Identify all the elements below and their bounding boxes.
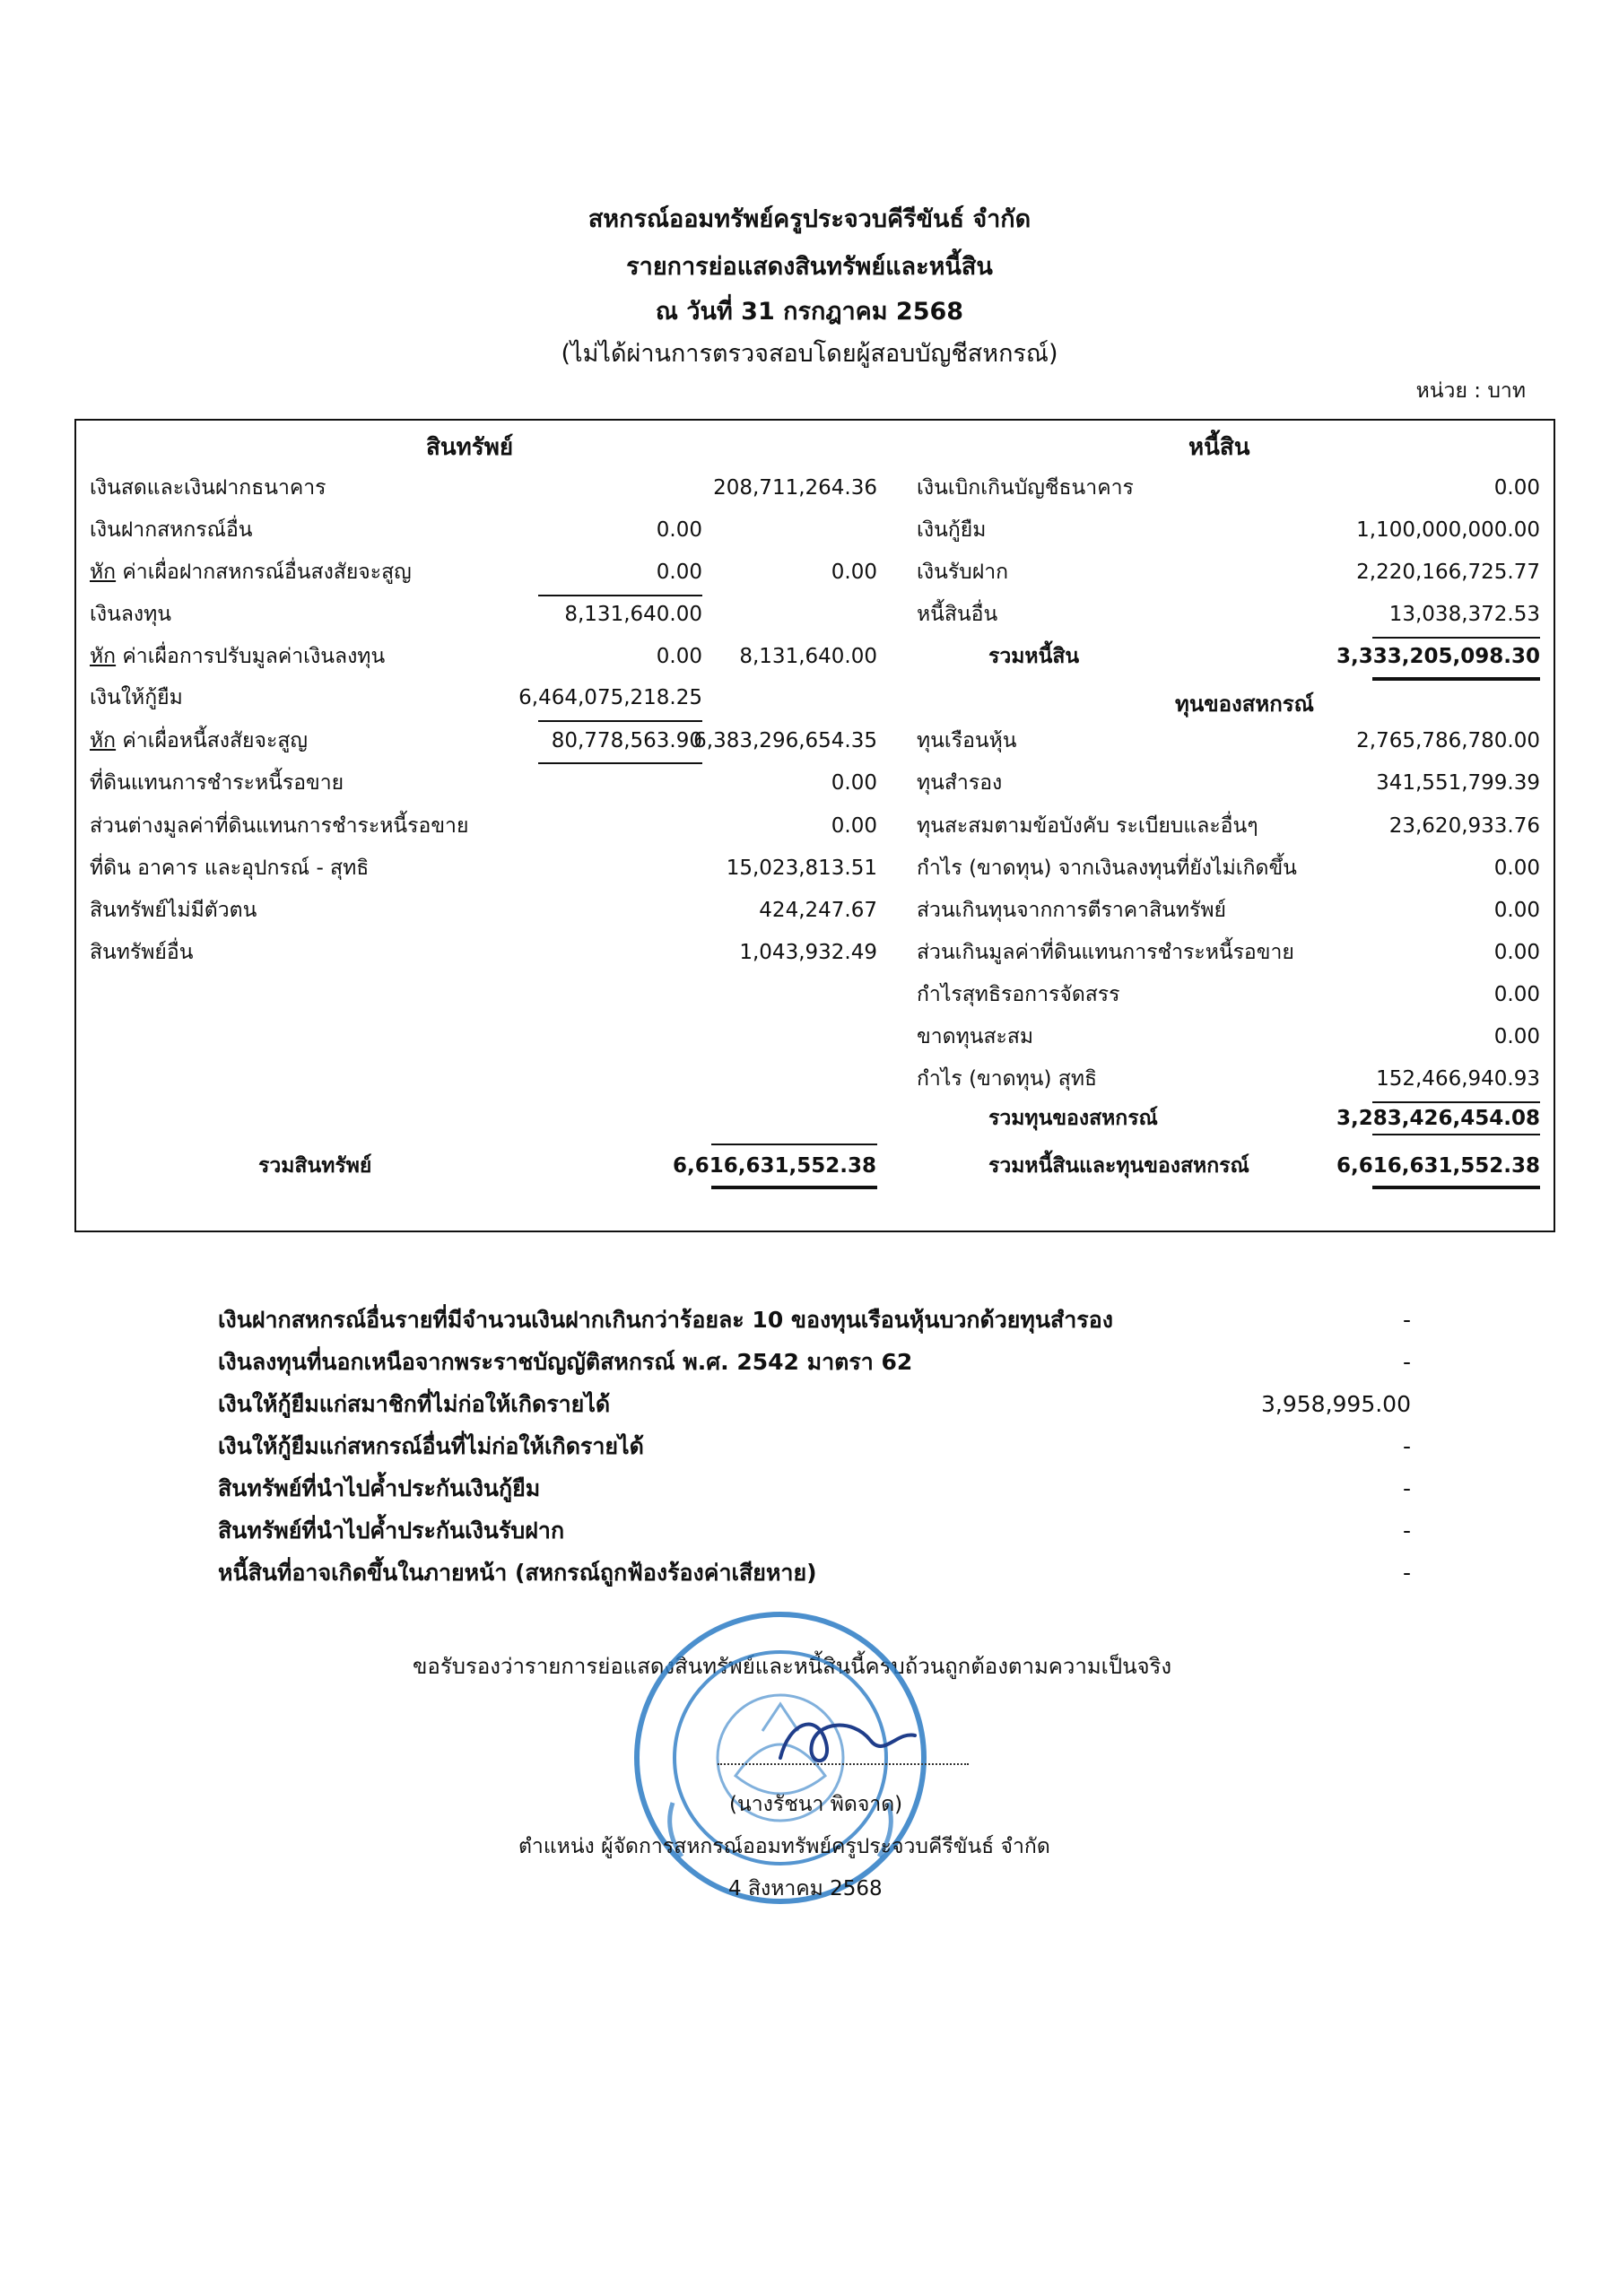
note-value: - — [1402, 1307, 1411, 1333]
assets-total-value: 6,616,631,552.38 — [673, 1154, 876, 1178]
note-label: เงินลงทุนที่นอกเหนือจากพระราชบัญญัติสหกรณ์ พ.ศ. 2542 มาตรา 62 — [218, 1349, 913, 1375]
asset-row-label — [90, 854, 369, 883]
org-name: สหกรณ์ออมทรัพย์ครูประจวบคีรีขันธ์ จำกัด — [588, 205, 1031, 233]
asset-label-text: เงินให้กู้ยืม — [90, 686, 183, 709]
asset-value: 0.00 — [831, 561, 877, 584]
note-label: เงินให้กู้ยืมแก่สมาชิกที่ไม่ก่อให้เกิดรายได้ — [218, 1391, 611, 1417]
equity-label: ทุนสำรอง — [917, 771, 1003, 795]
equity-value: 0.00 — [1493, 857, 1540, 880]
asset-subvalue: 6,464,075,218.25 — [518, 686, 702, 709]
note-label: เงินให้กู้ยืมแก่สหกรณ์อื่นที่ไม่ก่อให้เกิดรายได้ — [218, 1433, 644, 1459]
note-label: สินทรัพย์ที่นำไปค้ำประกันเงินกู้ยืม — [218, 1475, 541, 1501]
equity-label: ทุนสะสมตามข้อบังคับ ระเบียบและอื่นๆ — [917, 814, 1258, 838]
deduct-prefix: หัก — [90, 561, 117, 584]
note-label: สินทรัพย์ที่นำไปค้ำประกันเงินรับฝาก — [218, 1518, 565, 1544]
liability-value: 13,038,372.53 — [1388, 603, 1540, 626]
note-label: หนี้สินที่อาจเกิดขึ้นในภายหน้า (สหกรณ์ถูกฟ้องร้องค่าเสียหาย) — [218, 1560, 817, 1586]
asset-value: 8,131,640.00 — [739, 645, 877, 668]
equity-label: ส่วนเกินทุนจากการตีราคาสินทรัพย์ — [917, 899, 1226, 922]
asset-value: 15,023,813.51 — [726, 857, 877, 880]
note-value: 3,958,995.00 — [1261, 1391, 1411, 1417]
asset-row-label — [90, 726, 308, 755]
asset-row-label — [90, 600, 171, 629]
asset-label-text: ที่ดิน อาคาร และอุปกรณ์ - สุทธิ — [90, 857, 370, 880]
asset-subvalue: 8,131,640.00 — [564, 603, 702, 626]
equity-value: 23,620,933.76 — [1388, 814, 1540, 838]
asset-row-label — [90, 683, 183, 712]
equity-value: 0.00 — [1493, 1025, 1540, 1048]
equity-heading: ทุนของสหกรณ์ — [1175, 691, 1314, 717]
certify-statement: ขอรับรองว่ารายการย่อแสดงสินทรัพย์และหนี้สินนี้ครบถ้วนถูกต้องตามความเป็นจริง — [413, 1654, 1172, 1679]
asset-label-text: ค่าเผื่อหนี้สงสัยจะสูญ — [116, 729, 308, 752]
note-value: - — [1402, 1349, 1411, 1375]
asset-value: 0.00 — [831, 771, 877, 795]
liability-value: 1,100,000,000.00 — [1356, 518, 1540, 542]
asset-row-label — [90, 896, 257, 925]
liab-subtotal-line — [1372, 637, 1540, 639]
asset-label-text: ที่ดินแทนการชำระหนี้รอขาย — [90, 771, 344, 795]
equity-total-value: 3,283,426,454.08 — [1336, 1107, 1540, 1130]
sign-date: 4 สิงหาคม 2568 — [728, 1877, 883, 1900]
assets-total-underline — [711, 1186, 877, 1189]
asset-row-label — [90, 812, 468, 840]
asset-value: 208,711,264.36 — [713, 476, 877, 500]
subtotal-line-3 — [538, 762, 702, 764]
asset-label-text: เงินสดและเงินฝากธนาคาร — [90, 476, 326, 500]
liability-label: หนี้สินอื่น — [917, 603, 998, 626]
asset-row-label — [90, 474, 326, 502]
liabilities-heading: หนี้สิน — [1188, 434, 1250, 461]
liabilities-total-label: รวมหนี้สิน — [988, 645, 1080, 668]
deduct-prefix: หัก — [90, 645, 117, 668]
liability-label: เงินกู้ยืม — [917, 518, 987, 542]
equity-subtotal-line — [1372, 1101, 1540, 1103]
asset-value: 424,247.67 — [759, 899, 877, 922]
equity-value: 2,765,786,780.00 — [1356, 729, 1540, 752]
equity-label: กำไรสุทธิรอการจัดสรร — [917, 983, 1120, 1006]
signature-line — [718, 1763, 969, 1765]
asset-value: 0.00 — [831, 814, 877, 838]
asset-row-label — [90, 516, 252, 544]
asset-value: 1,043,932.49 — [739, 941, 877, 964]
liability-value: 0.00 — [1493, 476, 1540, 500]
signer-name: (นางรัชนา พิดจาด) — [729, 1793, 903, 1816]
asset-subvalue: 0.00 — [656, 518, 702, 542]
liabilities-total-value: 3,333,205,098.30 — [1336, 645, 1540, 668]
grand-total-underline — [1372, 1186, 1540, 1189]
grand-total-value: 6,616,631,552.38 — [1336, 1154, 1540, 1178]
equity-total-label: รวมทุนของสหกรณ์ — [988, 1107, 1158, 1130]
assets-total-topline — [711, 1144, 877, 1145]
equity-label: ส่วนเกินมูลค่าที่ดินแทนการชำระหนี้รอขาย — [917, 941, 1294, 964]
asset-label-text: เงินลงทุน — [90, 603, 172, 626]
asset-row-label — [90, 938, 193, 967]
grand-total-label: รวมหนี้สินและทุนของสหกรณ์ — [988, 1154, 1249, 1178]
asset-subvalue: 0.00 — [656, 645, 702, 668]
equity-label: ขาดทุนสะสม — [917, 1025, 1034, 1048]
asset-row-label — [90, 769, 344, 797]
subtotal-line-1 — [538, 595, 702, 596]
asset-label-text: ค่าเผื่อการปรับมูลค่าเงินลงทุน — [116, 645, 386, 668]
note-value: - — [1402, 1518, 1411, 1544]
equity-value: 152,466,940.93 — [1376, 1067, 1540, 1091]
asset-row-label — [90, 558, 412, 587]
equity-value: 0.00 — [1493, 899, 1540, 922]
liab-total-underline — [1372, 677, 1540, 681]
equity-label: กำไร (ขาดทุน) จากเงินลงทุนที่ยังไม่เกิดขึ้น — [917, 857, 1297, 880]
subtotal-line-2 — [538, 720, 702, 722]
asset-label-text: ส่วนต่างมูลค่าที่ดินแทนการชำระหนี้รอขาย — [90, 814, 469, 838]
liability-label: เงินเบิกเกินบัญชีธนาคาร — [917, 476, 1134, 500]
asset-row-label — [90, 642, 385, 671]
equity-value: 0.00 — [1493, 941, 1540, 964]
asset-label-text: ค่าเผื่อฝากสหกรณ์อื่นสงสัยจะสูญ — [116, 561, 412, 584]
equity-value: 341,551,799.39 — [1376, 771, 1540, 795]
audit-note: (ไม่ได้ผ่านการตรวจสอบโดยผู้สอบบัญชีสหกรณ์) — [561, 340, 1058, 368]
note-value: - — [1402, 1560, 1411, 1586]
asset-label-text: เงินฝากสหกรณ์อื่น — [90, 518, 253, 542]
liability-value: 2,220,166,725.77 — [1356, 561, 1540, 584]
signature — [771, 1704, 933, 1776]
asset-subvalue: 0.00 — [656, 561, 702, 584]
note-value: - — [1402, 1475, 1411, 1501]
equity-value: 0.00 — [1493, 983, 1540, 1006]
equity-label: ทุนเรือนหุ้น — [917, 729, 1017, 752]
asset-value: 6,383,296,654.35 — [693, 729, 877, 752]
note-label: เงินฝากสหกรณ์อื่นรายที่มีจำนวนเงินฝากเกินกว่าร้อยละ 10 ของทุนเรือนหุ้นบวกด้วยทุนสำรอง — [218, 1307, 1113, 1333]
equity-total-underline — [1372, 1134, 1540, 1135]
equity-label: กำไร (ขาดทุน) สุทธิ — [917, 1067, 1098, 1091]
report-date: ณ วันที่ 31 กรกฎาคม 2568 — [655, 298, 964, 326]
asset-label-text: สินทรัพย์อื่น — [90, 941, 194, 964]
report-title: รายการย่อแสดงสินทรัพย์และหนี้สิน — [626, 253, 993, 281]
assets-total-label: รวมสินทรัพย์ — [258, 1154, 372, 1178]
asset-subvalue: 80,778,563.90 — [551, 729, 702, 752]
unit-label: หน่วย : บาท — [1415, 379, 1526, 403]
assets-heading: สินทรัพย์ — [426, 434, 514, 461]
asset-label-text: สินทรัพย์ไม่มีตัวตน — [90, 899, 257, 922]
liability-label: เงินรับฝาก — [917, 561, 1009, 584]
deduct-prefix: หัก — [90, 729, 117, 752]
signer-position: ตำแหน่ง ผู้จัดการสหกรณ์ออมทรัพย์ครูประจวบคีรีขันธ์ จำกัด — [518, 1835, 1050, 1858]
note-value: - — [1402, 1433, 1411, 1459]
